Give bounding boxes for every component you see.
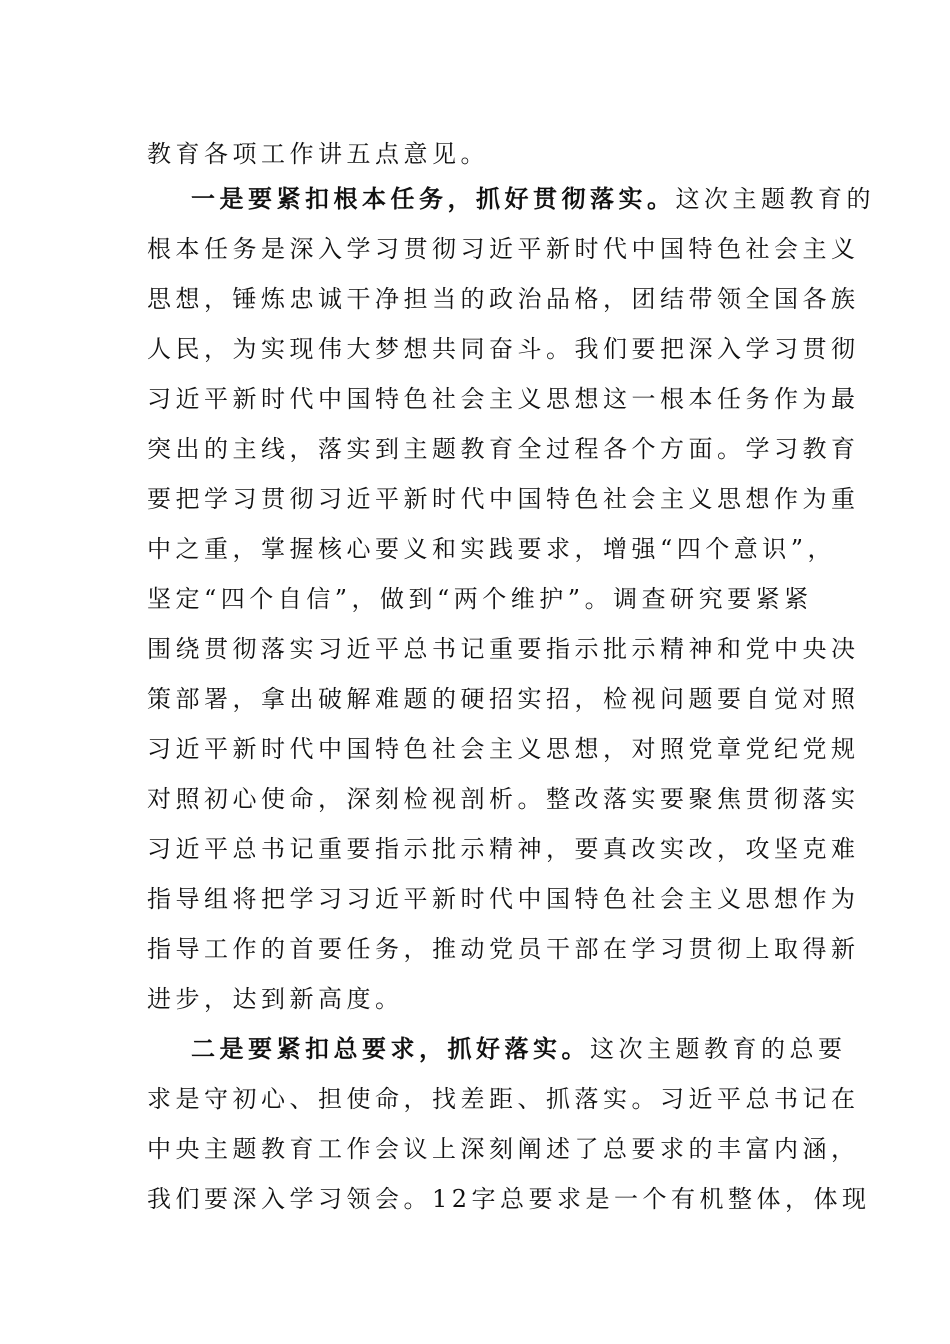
section-1-line: 思想，锤炼忠诚干净担当的政治品格，团结带领全国各族 bbox=[147, 285, 860, 313]
section-1-line: 进步，达到新高度。 bbox=[147, 985, 404, 1013]
section-1-line: 习近平新时代中国特色社会主义思想，对照党章党纪党规 bbox=[147, 735, 860, 763]
section-2-lead: 二是要紧扣总要求，抓好落实。 bbox=[191, 1034, 590, 1063]
section-1-line: 要把学习贯彻习近平新时代中国特色社会主义思想作为重 bbox=[147, 485, 860, 513]
section-1-line: 坚定“四个自信”，做到“两个维护”。调查研究要紧紧 bbox=[147, 585, 813, 613]
section-1-line: 根本任务是深入学习贯彻习近平新时代中国特色社会主义 bbox=[147, 235, 860, 263]
section-1-lead: 一是要紧扣根本任务，抓好贯彻落实。 bbox=[191, 184, 676, 213]
section-2-first-line-rest: 这次主题教育的总要 bbox=[590, 1035, 847, 1063]
section-2-first-line bbox=[147, 1029, 847, 1069]
section-1-line: 指导工作的首要任务，推动党员干部在学习贯彻上取得新 bbox=[147, 935, 860, 963]
section-1-first-line-rest: 这次主题教育的 bbox=[675, 185, 875, 213]
paragraph-line: 教育各项工作讲五点意见。 bbox=[147, 140, 489, 168]
section-1-line: 指导组将把学习习近平新时代中国特色社会主义思想作为 bbox=[147, 885, 860, 913]
section-2-line: 我们要深入学习领会。12字总要求是一个有机整体，体现 bbox=[147, 1185, 871, 1213]
section-1-line: 习近平新时代中国特色社会主义思想这一根本任务作为最 bbox=[147, 385, 860, 413]
section-1-line: 围绕贯彻落实习近平总书记重要指示批示精神和党中央决 bbox=[147, 635, 860, 663]
section-1-line: 人民，为实现伟大梦想共同奋斗。我们要把深入学习贯彻 bbox=[147, 335, 860, 363]
section-2-line: 求是守初心、担使命，找差距、抓落实。习近平总书记在 bbox=[147, 1085, 860, 1113]
section-1-line: 中之重，掌握核心要义和实践要求，增强“四个意识”， bbox=[147, 535, 837, 563]
section-1-first-line bbox=[147, 179, 875, 219]
section-1-line: 突出的主线，落实到主题教育全过程各个方面。学习教育 bbox=[147, 435, 860, 463]
section-1-line: 习近平总书记重要指示批示精神，要真改实改，攻坚克难 bbox=[147, 835, 860, 863]
section-2-line: 中央主题教育工作会议上深刻阐述了总要求的丰富内涵， bbox=[147, 1135, 860, 1163]
section-1-line: 对照初心使命，深刻检视剖析。整改落实要聚焦贯彻落实 bbox=[147, 785, 860, 813]
section-1-line: 策部署，拿出破解难题的硬招实招，检视问题要自觉对照 bbox=[147, 685, 860, 713]
